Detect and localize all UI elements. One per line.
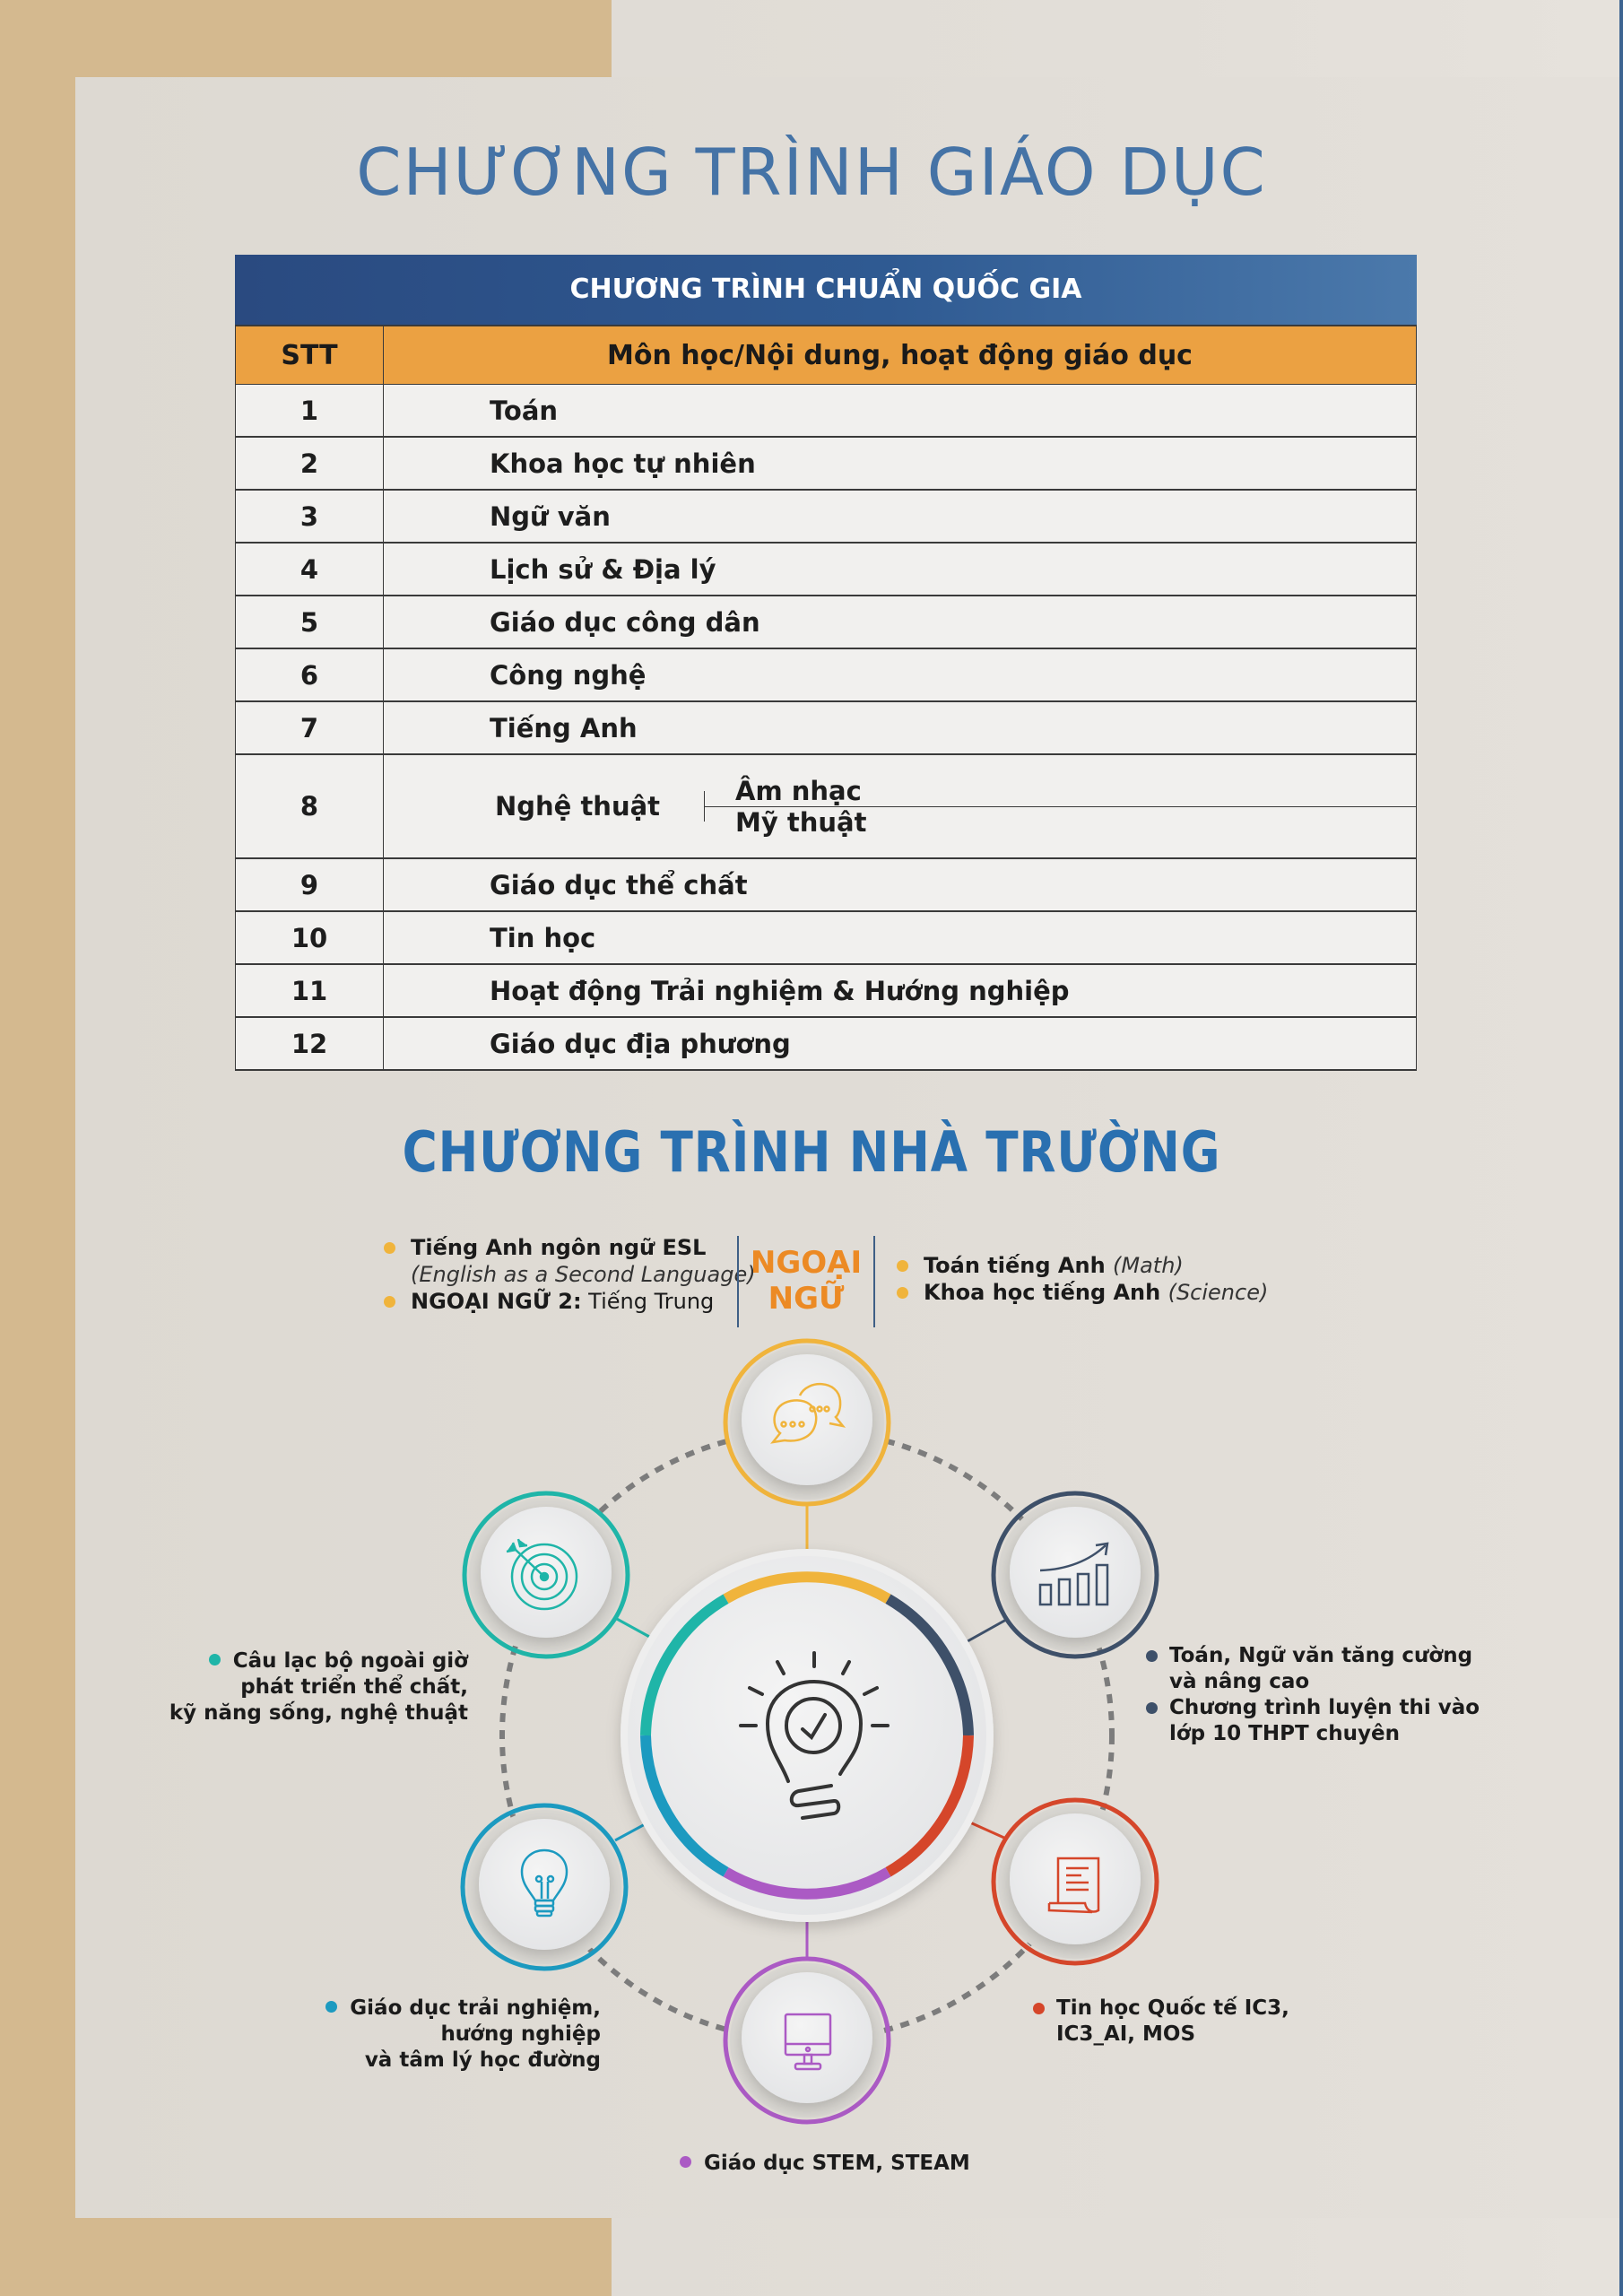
row-stt: 11 [236,965,384,1016]
list-item: NGOẠI NGỮ 2: Tiếng Trung [384,1288,756,1315]
header-stt: STT [236,326,384,384]
row-stt: 12 [236,1018,384,1069]
bullet-dot [897,1287,908,1299]
school-program-title: CHƯƠNG TRÌNH NHÀ TRƯỜNG [402,1119,1221,1185]
table-row [235,596,1417,649]
node-language [725,1341,889,1504]
row-stt: 10 [236,912,384,963]
decor-right-edge [1619,0,1623,2296]
row-subject: Giáo dục thể chất [490,869,748,900]
desc-it: Tin học Quốc tế IC3, IC3_AI, MOS [1033,1996,1289,2048]
table-row [235,702,1417,755]
table-row [235,859,1417,912]
language-left-list [384,1234,756,1315]
language-right-list [897,1252,1268,1306]
row-subject: Giáo dục địa phương [490,1028,791,1059]
foreign-language-label: NGOẠI NGỮ [737,1236,875,1327]
row-subject: Khoa học tự nhiên [490,448,756,479]
row-stt: 5 [236,596,384,648]
row-subject: Hoạt động Trải nghiệm & Hướng nghiệp [490,975,1070,1006]
page-title: CHƯƠNG TRÌNH GIÁO DỤC [356,135,1267,210]
table-banner: CHƯƠNG TRÌNH CHUẨN QUỐC GIA [235,255,1417,325]
row-stt: 7 [236,702,384,753]
row-stt: 6 [236,649,384,700]
row-subsubject: Âm nhạc [705,776,1416,807]
table-row [235,1018,1417,1071]
table-row [235,385,1417,438]
row-subject: Ngữ văn [490,500,611,532]
row-subject: Toán [490,395,559,426]
row-subject: Giáo dục công dân [490,606,760,638]
row-subject: Lịch sử & Địa lý [490,553,716,585]
row-subject: Tin học [490,922,596,953]
decor-tan-bottom-block [0,2218,612,2296]
table-row [235,649,1417,702]
list-item: Tiếng Anh ngôn ngữ ESL (English as a Second Language) [384,1234,756,1288]
node-experience [463,1805,626,1969]
node-clubs [464,1493,628,1657]
row-stt: 8 [236,755,384,857]
node-academic [994,1493,1157,1657]
table-row [235,438,1417,491]
list-item: Toán tiếng Anh (Math) [897,1252,1268,1279]
row-stt: 1 [236,385,384,436]
national-curriculum-table [235,255,1417,1071]
row-stt: 9 [236,859,384,910]
bullet-dot [1146,1702,1158,1714]
row-subsubject: Mỹ thuật [735,806,867,838]
bullet-dot [209,1654,221,1665]
table-row [235,965,1417,1018]
list-item: Khoa học tiếng Anh (Science) [897,1279,1268,1306]
bullet-dot [680,2156,691,2168]
row-subject: Công nghệ [490,659,647,691]
row-stt: 4 [236,544,384,595]
node-it [994,1800,1157,1963]
bullet-dot [897,1260,908,1272]
row-stt: 3 [236,491,384,542]
table-header-row [235,325,1417,385]
table-row [235,912,1417,965]
decor-tan-top-block [0,0,612,77]
bullet-dot [1146,1650,1158,1662]
bullet-dot [384,1296,395,1308]
table-row [235,544,1417,596]
table-row-arts [235,755,1417,859]
decor-tan-left-strip [0,0,75,2296]
center-hub [621,1549,994,1922]
desc-clubs: Câu lạc bộ ngoài giờ phát triển thể chất, kỹ năng sống, nghệ thuật [169,1649,468,1725]
node-stem [725,1959,889,2122]
bullet-dot [384,1242,395,1254]
bullet-dot [1033,2003,1045,2014]
desc-academic: Toán, Ngữ văn tăng cường và nâng cao Chương trình luyện thi vào lớp 10 THPT chuyên [1146,1643,1480,1747]
bullet-dot [325,2001,337,2013]
row-stt: 2 [236,438,384,489]
row-subject: Tiếng Anh [490,712,638,744]
row-subject-group: Nghệ thuật [384,791,705,822]
header-subject: Môn học/Nội dung, hoạt động giáo dục [607,339,1193,371]
table-row [235,491,1417,544]
desc-experience: Giáo dục trải nghiệm, hướng nghiệp và tâm lý học đường [325,1996,601,2074]
desc-stem: Giáo dục STEM, STEAM [680,2151,970,2177]
